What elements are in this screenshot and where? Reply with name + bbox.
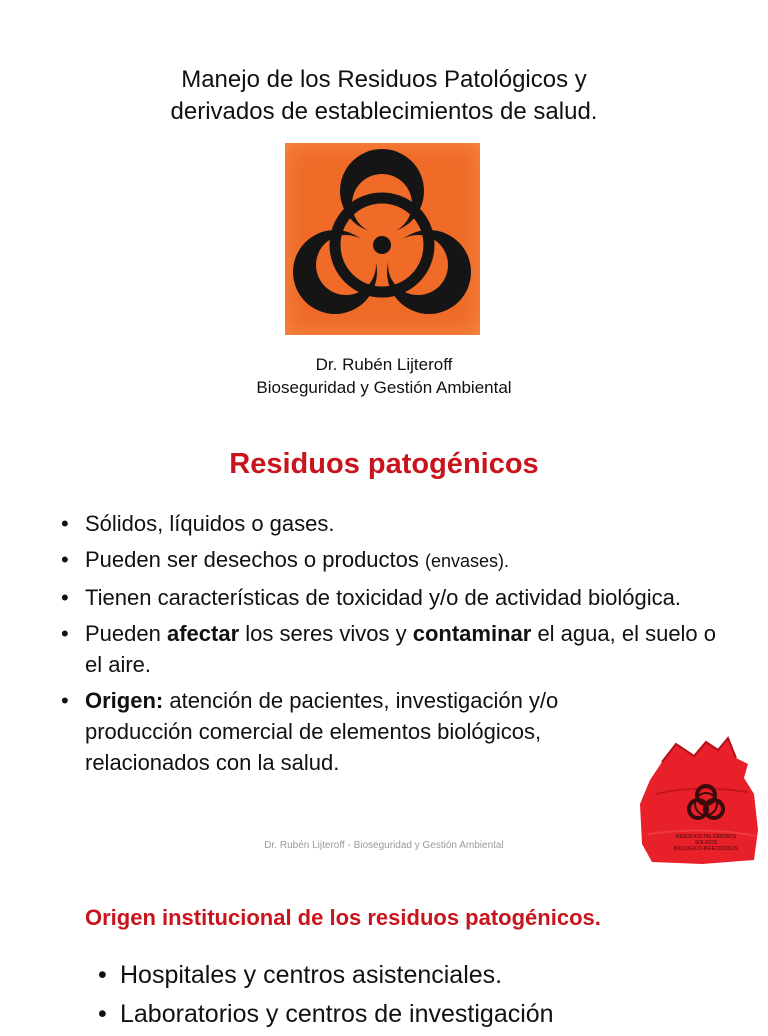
bag-label-line2: SOLIDOS <box>694 840 718 846</box>
list-item <box>57 618 727 680</box>
title-line-2: derivados de establecimientos de salud. <box>170 98 598 125</box>
document-title <box>0 64 768 128</box>
bullet-dot: • <box>98 1000 107 1028</box>
bag-label-line3: BIOLOGICO-INFECCIOSOS <box>673 846 739 852</box>
bullet-text-mid: los seres vivos y <box>239 621 413 646</box>
bullet-text: Hospitales y centros asistenciales. <box>120 961 503 989</box>
bullet-text: atención de pacientes, investigación y/o producción comercial de elementos biológicos, relacionados con la salud. <box>85 688 559 775</box>
section-title: Residuos patogénicos <box>229 448 539 480</box>
bullet-text-post: el agua, el suelo o el aire. <box>85 621 717 677</box>
biohazard-icon <box>285 143 480 335</box>
list-item <box>57 685 727 778</box>
list-item <box>57 582 727 613</box>
list-item <box>98 958 554 993</box>
bullet-text: Pueden ser desechos o productos <box>85 547 426 572</box>
biohazard-symbol-image <box>285 143 480 335</box>
bag-label-line1: RESIDUOS PELIGROSOS <box>675 834 737 840</box>
bullet-dot: • <box>61 585 69 610</box>
title-line-1: Manejo de los Residuos Patológicos y <box>181 66 587 93</box>
bullet-dot: • <box>98 961 107 989</box>
bullet-list-2 <box>98 958 554 1036</box>
section-title-2: Origen institucional de los residuos patogénicos. <box>85 905 601 930</box>
bullet-text: Laboratorios y centros de investigación <box>120 1000 554 1028</box>
page-footer: Dr. Rubén Lijteroff - Bioseguridad y Gestión Ambiental <box>264 840 504 851</box>
author-department: Bioseguridad y Gestión Ambiental <box>256 378 512 397</box>
author-name: Dr. Rubén Lijteroff <box>315 355 453 374</box>
list-item <box>98 997 554 1032</box>
bullet-bold-affect: afectar <box>166 621 240 646</box>
bullet-list <box>57 508 727 783</box>
bullet-dot: • <box>61 621 69 646</box>
bullet-dot: • <box>61 511 69 536</box>
bullet-note: (envases). <box>425 551 510 571</box>
list-item <box>57 508 727 539</box>
bullet-text: Tienen características de toxicidad y/o de actividad biológica. <box>85 585 681 610</box>
bullet-text-pre: Pueden <box>85 621 167 646</box>
bullet-bold-contaminate: contaminar <box>412 621 532 646</box>
bullet-bold-origin: Origen: <box>85 688 164 713</box>
bullet-dot: • <box>61 547 69 572</box>
list-item <box>57 544 727 577</box>
author-block <box>0 353 768 399</box>
bullet-dot: • <box>61 688 69 713</box>
bullet-text: Sólidos, líquidos o gases. <box>85 511 335 536</box>
